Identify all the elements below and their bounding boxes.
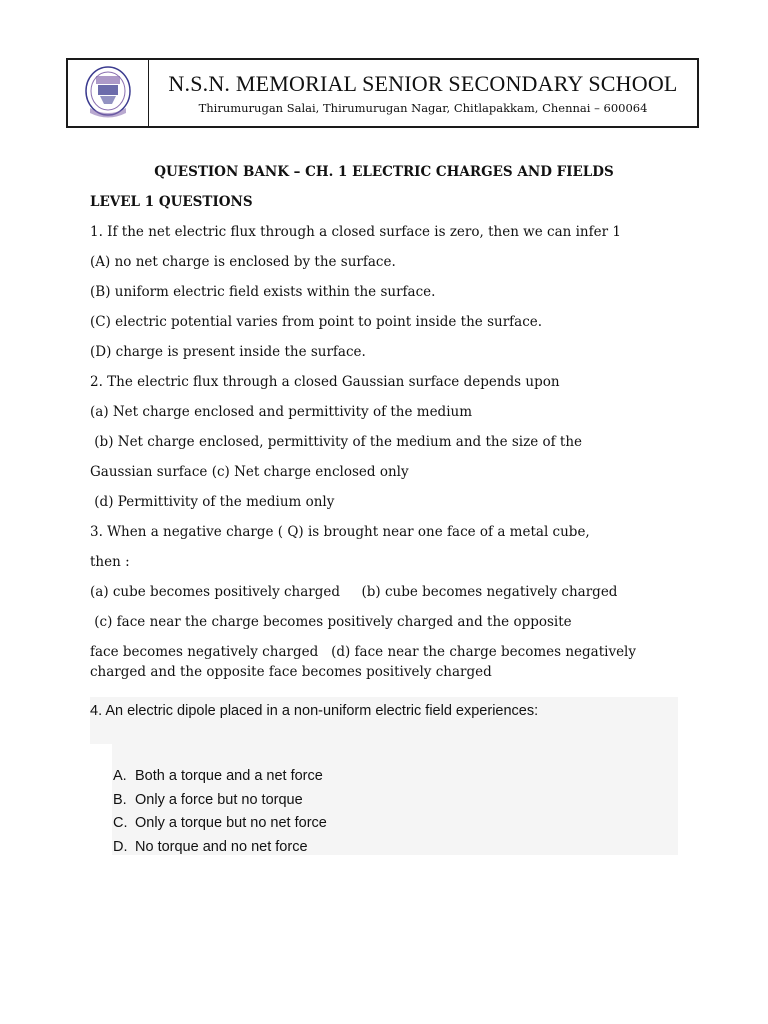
option-text: Only a torque but no net force (135, 815, 327, 831)
question-4-option (113, 767, 323, 785)
option-line: (d) Permittivity of the medium only (90, 494, 335, 510)
option-letter: A. (113, 768, 127, 784)
option-line: Gaussian surface (c) Net charge enclosed only (90, 464, 409, 480)
option-text: Only a force but no torque (135, 792, 303, 808)
question-line: 3. When a negative charge ( Q) is brought near one face of a metal cube, (90, 524, 590, 540)
option-line: (C) electric potential varies from point to point inside the surface. (90, 314, 543, 330)
section-heading: LEVEL 1 QUESTIONS (90, 194, 253, 210)
option-text: Both a torque and a net force (135, 768, 323, 784)
option-line: (B) uniform electric field exists within the surface. (90, 284, 436, 300)
option-letter: C. (113, 815, 128, 831)
option-text: No torque and no net force (135, 839, 308, 855)
school-name: N.S.N. MEMORIAL SENIOR SECONDARY SCHOOL (168, 70, 678, 96)
option-line: (c) face near the charge becomes positively charged and the opposite (90, 614, 572, 630)
logo-cell (68, 60, 149, 126)
option-line: (D) charge is present inside the surface. (90, 344, 366, 360)
option-letter: D. (113, 839, 128, 855)
question-4-option (113, 838, 308, 856)
question-4-option (113, 791, 303, 809)
option-line: (b) Net charge enclosed, permittivity of the medium and the size of the (90, 434, 583, 450)
school-header (66, 58, 699, 128)
school-address: Thirumurugan Salai, Thirumurugan Nagar, Chitlapakkam, Chennai – 600064 (198, 100, 648, 115)
option-line: (A) no net charge is enclosed by the surface. (90, 254, 396, 270)
question-line: then : (90, 554, 130, 570)
question-4-stem: 4. An electric dipole placed in a non-uniform electric field experiences: (90, 703, 539, 719)
question-line: 2. The electric flux through a closed Gaussian surface depends upon (90, 374, 560, 390)
option-line: face becomes negatively charged (d) face near the charge becomes negatively (90, 644, 637, 660)
question-line: 1. If the net electric flux through a closed surface is zero, then we can infer 1 (90, 224, 621, 240)
page-title: QUESTION BANK – CH. 1 ELECTRIC CHARGES AND FIELDS (154, 164, 614, 180)
school-crest-icon (82, 64, 134, 122)
question-4-option (113, 814, 327, 832)
option-line: (a) Net charge enclosed and permittivity of the medium (90, 404, 473, 420)
option-line: (a) cube becomes positively charged (b) cube becomes negatively charged (90, 584, 618, 600)
option-line: charged and the opposite face becomes positively charged (90, 664, 492, 680)
school-info (149, 60, 697, 126)
question-4-indent (90, 744, 112, 856)
option-letter: B. (113, 792, 127, 808)
